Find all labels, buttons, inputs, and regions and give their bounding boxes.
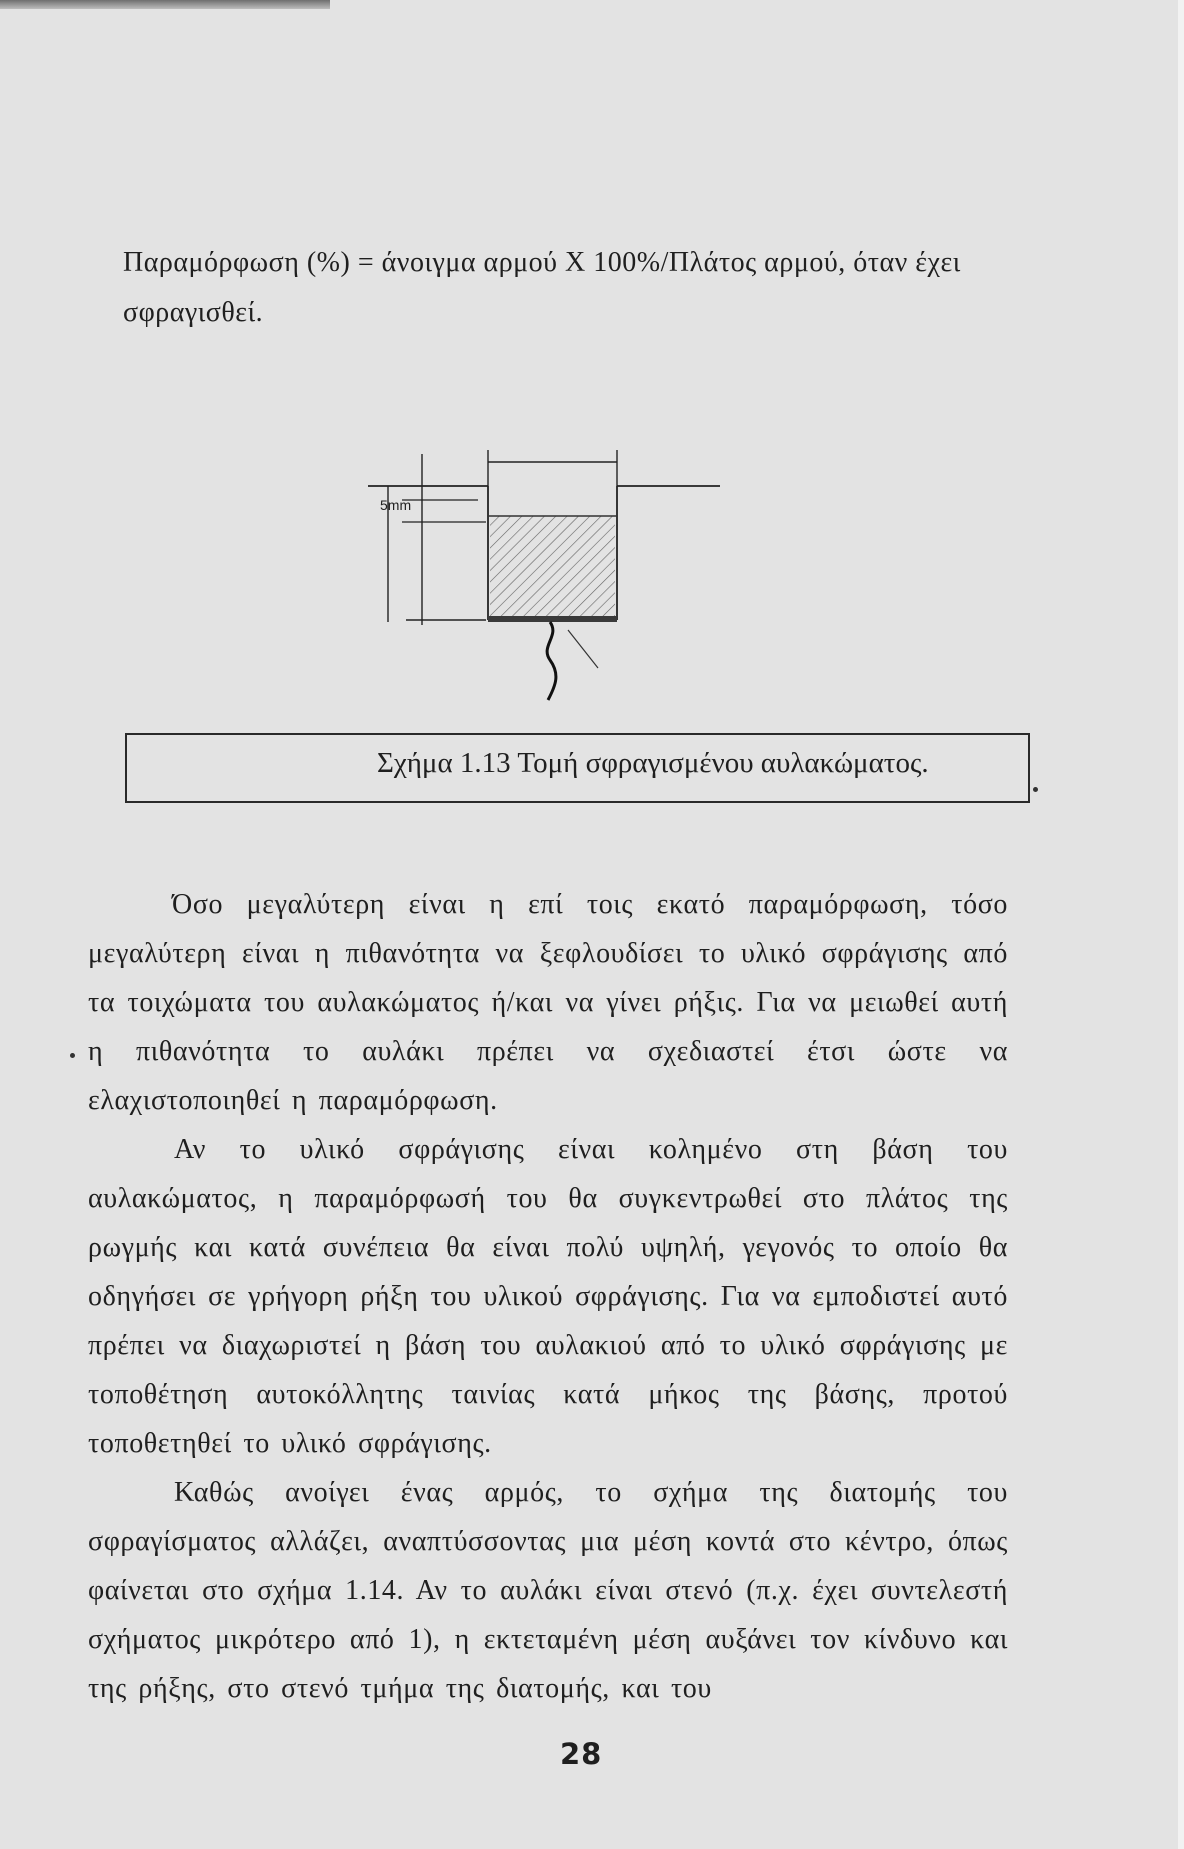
scan-right-edge [1178,0,1184,1849]
paragraph-3: Καθώς ανοίγει ένας αρμός, το σχήμα της διατομής του σφραγίσματος αλλάζει, αναπτύσσοντας μια μέση κοντά στο κέντρο, όπως φαίνεται στο σχήμα 1.14. Αν το αυλάκι είναι στενό (π.χ. έχει συντελεστή σχήματος μικρότερο από 1), η εκτεταμένη μέση αυξάνει τον κίνδυνο και της ρήξης, στο στενό τμήμα της διατομής, και του [88,1477,1008,1704]
scan-speck [1033,787,1038,792]
scan-speck [70,1053,75,1058]
paragraph-2: Αν το υλικό σφράγισης είναι κολημένο στη βάση του αυλακώματος, η παραμόρφωσή του θα συγκεντρωθεί στο πλάτος της ρωγμής και κατά συνέπεια θα είναι πολύ υψηλή, γεγονός το οποίο θα οδηγήσει σε γρήγορη ρήξη του υλικού σφράγισης. Για να εμποδιστεί αυτό πρέπει να διαχωριστεί η βάση του αυλακιού από το υλικό σφράγισης με τοποθέτηση αυτοκόλλητης ταινίας κατά μήκος της βάσης, προτού τοποθετηθεί το υλικό σφράγισης. [88,1134,1008,1459]
sealant-fill [490,516,615,618]
distortion-formula: Παραμόρφωση (%) = άνοιγμα αρμού Χ 100%/Πλάτος αρμού, όταν έχει σφραγισθεί. [123,247,961,328]
paragraph-1: Όσο μεγαλύτερη είναι η επί τοις εκατό παραμόρφωση, τόσο μεγαλύτερη είναι η πιθανότητα να ξεφλουδίσει το υλικό σφράγισης από τα τοιχώματα του αυλακώματος ή/και να γίνει ρήξις. Για να μειωθεί αυτή η πιθανότητα το αυλάκι πρέπει να σχεδιαστεί έτσι ώστε να ελαχιστοποιηθεί η παραμόρφωση. [88,889,1008,1116]
page-number: 28 [560,1737,603,1771]
scan-top-rule [0,0,330,9]
dimension-label: 5mm [380,497,412,513]
figure-caption: Σχήμα 1.13 Τομή σφραγισμένου αυλακώματος. [377,747,929,779]
body-text [88,880,1008,1713]
sealed-groove-section-figure [360,440,740,710]
crack-line [547,622,556,700]
bond-breaker-tape [488,616,617,622]
figure-caption-box [125,733,1030,803]
leader-line [568,630,598,668]
